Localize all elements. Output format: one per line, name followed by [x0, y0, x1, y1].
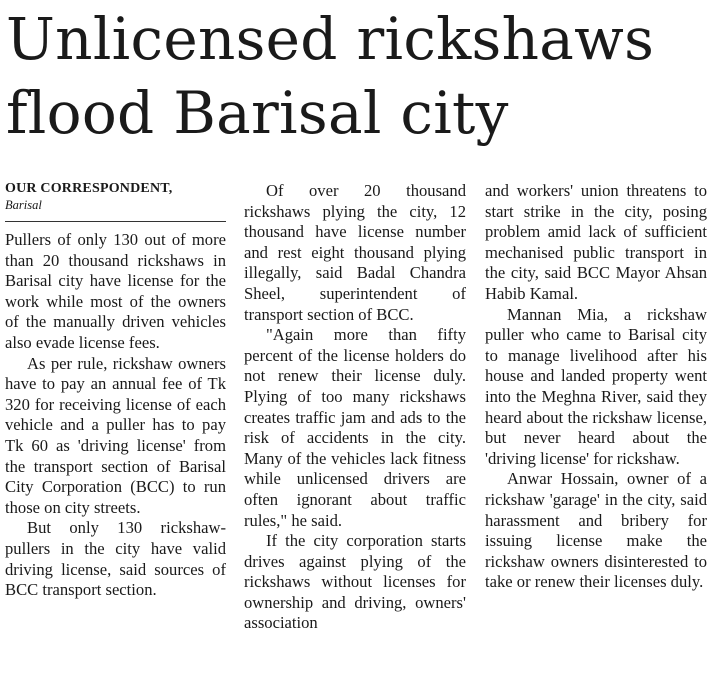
paragraph: If the city corporation starts drives against plying of the rickshaws without licenses for ownership and driving, owners' association — [244, 531, 466, 633]
byline-divider — [5, 221, 226, 222]
paragraph: Anwar Hossain, owner of a rickshaw 'garage' in the city, said harassment and bribery for issuing license make the rickshaw owners disinterested to take or renew their licenses duly. — [485, 469, 707, 592]
paragraph: But only 130 rickshaw-pullers in the city have valid driving license, said sources of BCC transport section. — [5, 518, 226, 600]
headline-line-1: Unlicensed rickshaws — [6, 5, 655, 73]
paragraph: Pullers of only 130 out of more than 20 thousand rickshaws in Barisal city have license for the work while most of the owners of the manually driven vehicles also evade license fees. — [5, 230, 226, 352]
paragraph: As per rule, rickshaw owners have to pay an annual fee of Tk 320 for receiving license of each vehicle and a puller has to pay Tk 60 as 'driving license' from the transport section of Barisal City Corporation (BCC) to run those on city streets. — [5, 353, 226, 517]
paragraph: Of over 20 thousand rickshaws plying the city, 12 thousand have license number and rest eight thousand plying illegally, said Badal Chandra Sheel, superintendent of transport section of BCC. — [244, 181, 466, 324]
article-column-3 — [485, 181, 707, 696]
headline-line-2: flood Barisal city — [6, 79, 509, 147]
paragraph: and workers' union threatens to start strike in the city, posing problem amid lack of sufficient mechanised public transport in the city, said BCC Mayor Ahsan Habib Kamal. — [485, 181, 707, 303]
article-column-2 — [244, 181, 466, 696]
paragraph: Mannan Mia, a rickshaw puller who came to Barisal city to manage livelihood after his house and landed property went into the Meghna River, said they heard about the rickshaw license, but never heard about the 'driving license' for rickshaw. — [485, 304, 707, 468]
paragraph: "Again more than fifty percent of the license holders do not renew their license duly. Plying of too many rickshaws creates traffic jam and ads to the risk of accidents in the city. Many of the vehicles lack fitness while unlicensed drivers are often ignorant about traffic rules," he said. — [244, 325, 466, 530]
headline — [6, 2, 714, 150]
byline-location: Barisal — [5, 198, 42, 212]
byline-author: OUR CORRESPONDENT, — [5, 181, 173, 196]
article-column-1 — [5, 181, 226, 696]
